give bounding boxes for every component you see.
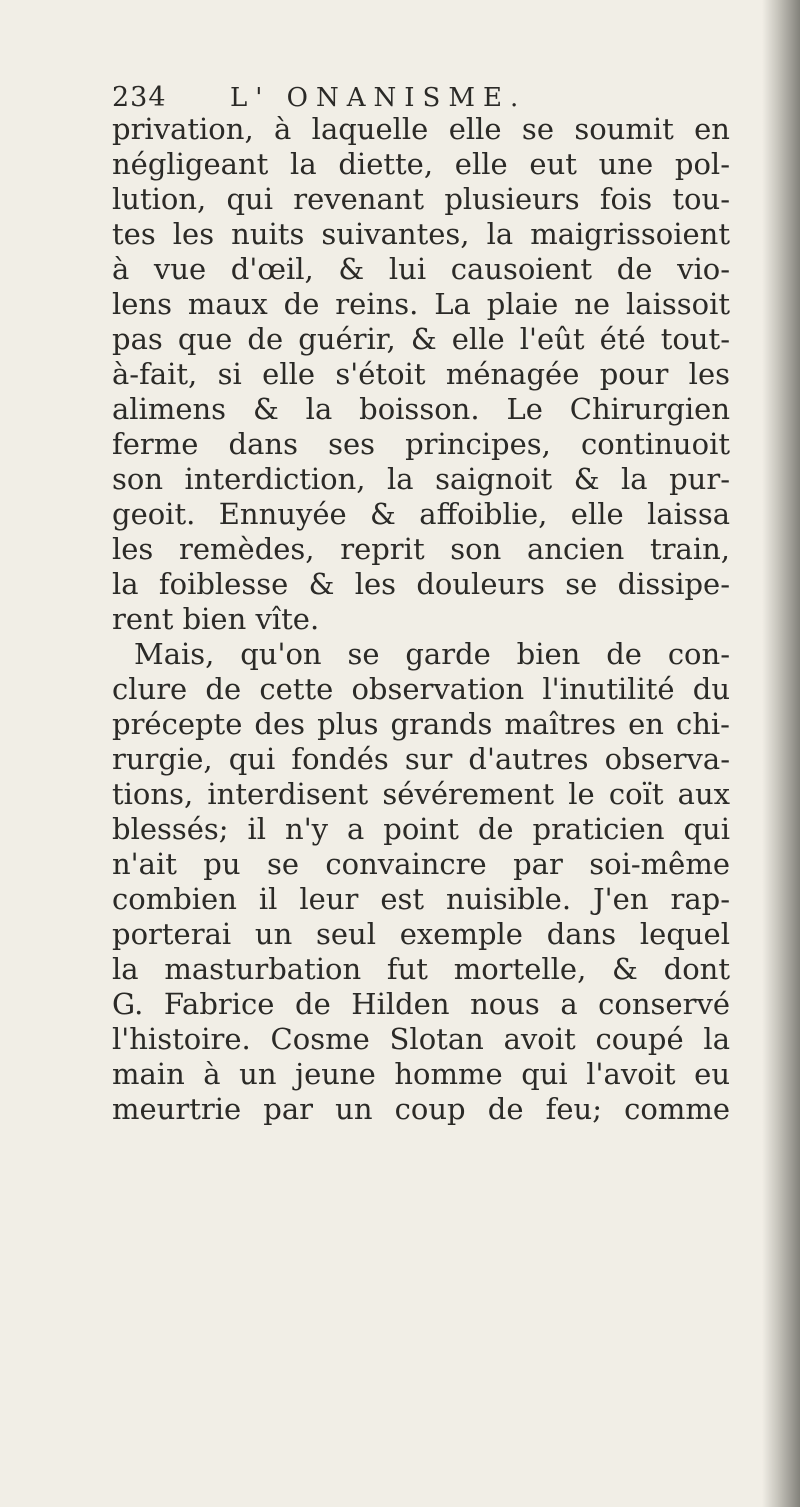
text-line: meurtrie par un coup de feu; comme [112, 1092, 730, 1126]
text-line: précepte des plus grands maîtres en chi- [112, 707, 730, 741]
text-line: rent bien vîte. [112, 602, 320, 636]
text-line: G. Fabrice de Hilden nous a conservé [112, 987, 730, 1021]
text-line: lution, qui revenant plusieurs fois tou- [112, 182, 730, 216]
text-line: son interdiction, la saignoit & la pur- [112, 462, 730, 496]
text-line: privation, à laquelle elle se soumit en [112, 112, 730, 146]
text-line: la masturbation fut mortelle, & dont [112, 952, 730, 986]
text-line: clure de cette observation l'inutilité du [112, 672, 730, 706]
running-title: L' ONANISME. [230, 83, 527, 113]
text-line: les remèdes, reprit son ancien train, [112, 532, 730, 566]
text-line: blessés; il n'y a point de praticien qui [112, 812, 730, 846]
text-line: la foiblesse & les douleurs se dissipe- [112, 567, 730, 601]
text-line: lens maux de reins. La plaie ne laissoit [112, 287, 730, 321]
text-line: à vue d'œil, & lui causoient de vio- [112, 252, 730, 286]
text-line: alimens & la boisson. Le Chirurgien [112, 392, 730, 426]
text-line: Mais, qu'on se garde bien de con- [134, 637, 730, 671]
text-line: n'ait pu se convaincre par soi-même [112, 847, 730, 881]
page-number: 234 [112, 82, 167, 113]
text-line: rurgie, qui fondés sur d'autres observa- [112, 742, 730, 776]
page-binding-edge [762, 0, 800, 1507]
text-line: geoit. Ennuyée & affoiblie, elle laissa [112, 497, 730, 531]
text-line: porterai un seul exemple dans lequel [112, 917, 730, 951]
text-line: tes les nuits suivantes, la maigrissoient [112, 217, 730, 251]
text-line: à-fait, si elle s'étoit ménagée pour les [112, 357, 730, 391]
text-line: main à un jeune homme qui l'avoit eu [112, 1057, 730, 1091]
text-line: négligeant la diette, elle eut une pol- [112, 147, 730, 181]
text-line: combien il leur est nuisible. J'en rap- [112, 882, 730, 916]
text-line: tions, interdisent sévérement le coït aux [112, 777, 730, 811]
text-line: pas que de guérir, & elle l'eût été tout- [112, 322, 730, 356]
body-text [112, 112, 730, 1127]
text-line: l'histoire. Cosme Slotan avoit coupé la [112, 1022, 730, 1056]
text-line: ferme dans ses principes, continuoit [112, 427, 730, 461]
